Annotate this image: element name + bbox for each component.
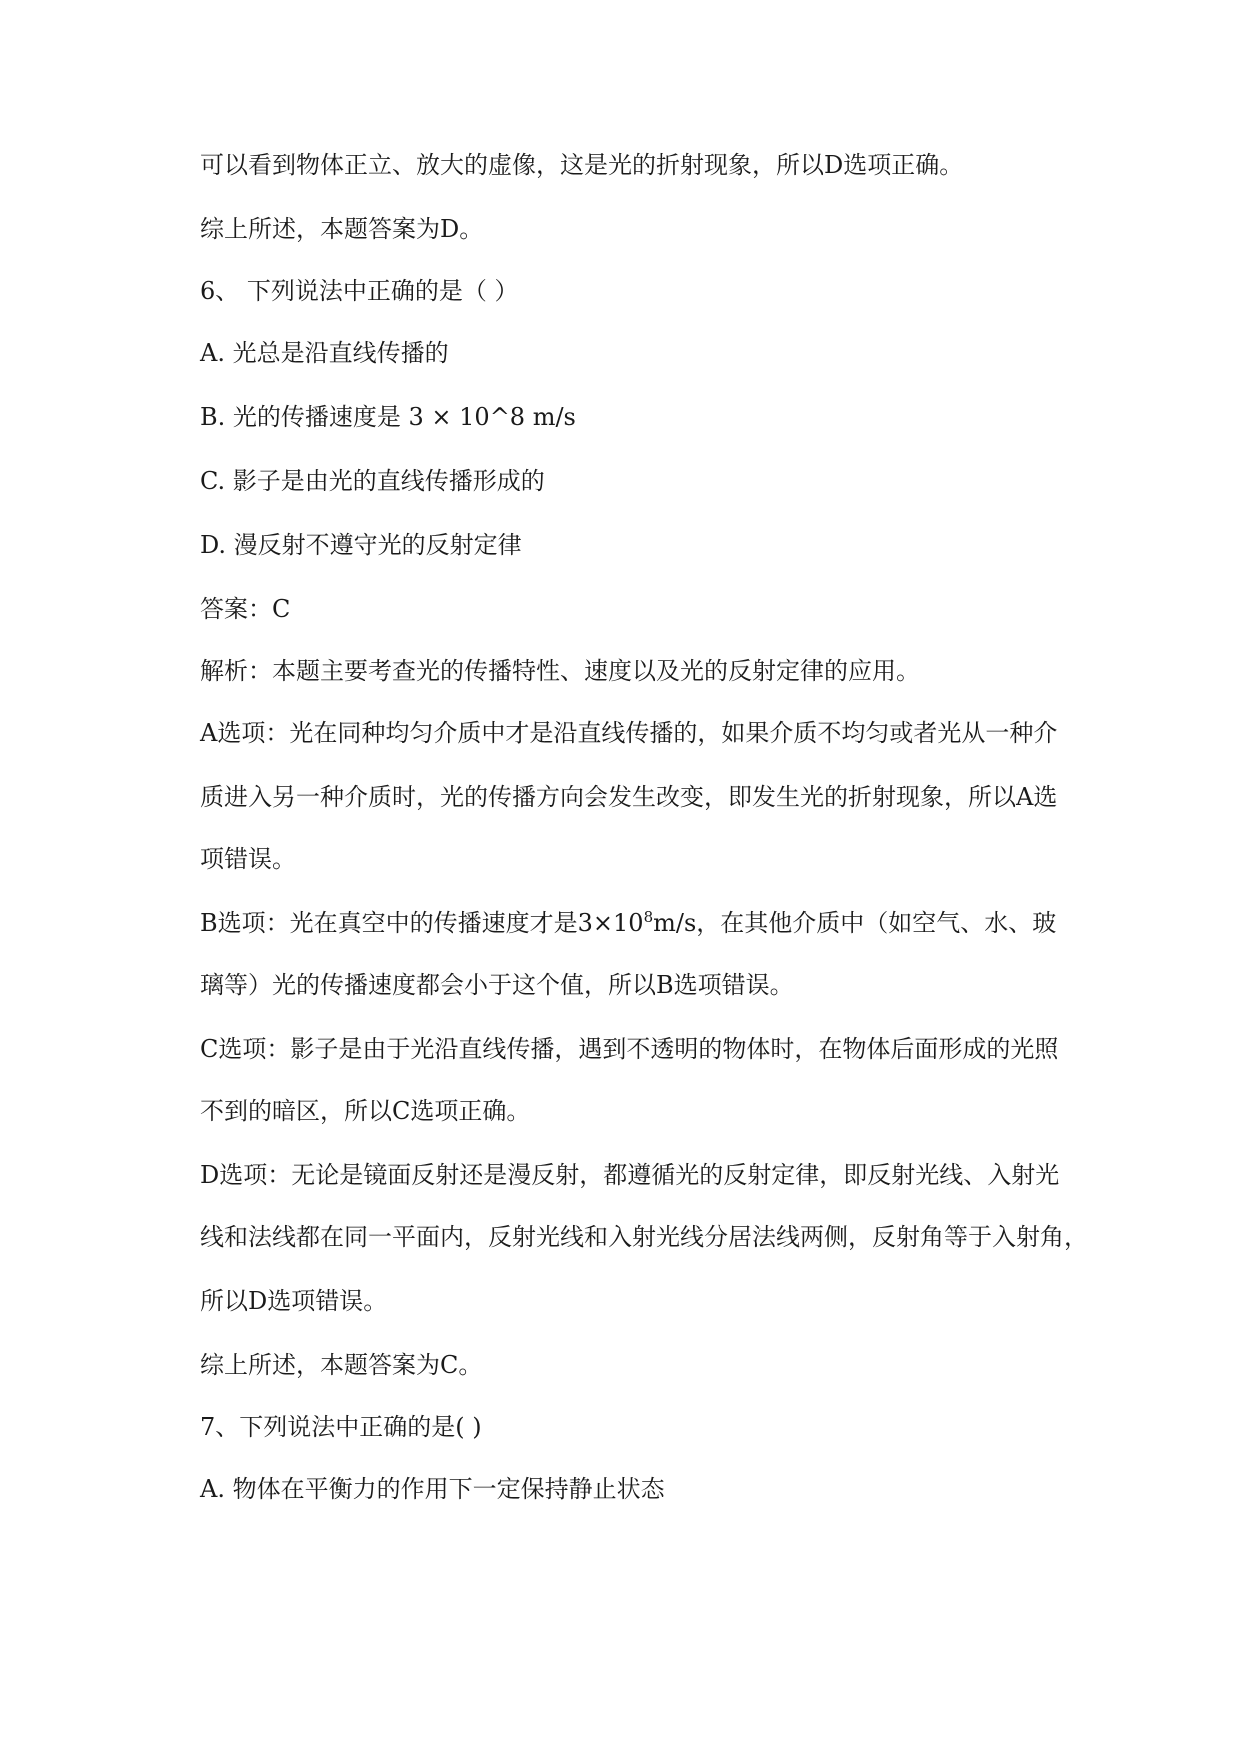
question-7-option-a: A. 物体在平衡力的作用下一定保持静止状态: [200, 1475, 665, 1503]
question-6-option-d: D. 漫反射不遵守光的反射定律: [200, 531, 522, 559]
analysis-text-line: 璃等）光的传播速度都会小于这个值，所以B选项错误。: [200, 971, 794, 999]
analysis-text-line: 项错误。: [200, 845, 296, 873]
analysis-text-line: 不到的暗区，所以C选项正确。: [200, 1097, 531, 1125]
analysis-text-line: [200, 908, 1056, 938]
question-6-option-b: B. 光的传播速度是 3 × 10^8 m/s: [200, 403, 576, 431]
analysis-text-line: A选项：光在同种均匀介质中才是沿直线传播的，如果介质不均匀或者光从一种介: [200, 719, 1058, 747]
text-line: 综上所述，本题答案为D。: [200, 215, 484, 243]
question-6-option-a: A. 光总是沿直线传播的: [200, 339, 449, 367]
analysis-text-line: C选项：影子是由于光沿直线传播，遇到不透明的物体时，在物体后面形成的光照: [200, 1035, 1059, 1063]
question-6-stem: 6、 下列说法中正确的是（ ）: [200, 277, 519, 305]
analysis-text-line: 所以D选项错误。: [200, 1287, 388, 1315]
analysis-text-line: 质进入另一种介质时，光的传播方向会发生改变，即发生光的折射现象，所以A选: [200, 783, 1058, 811]
text-line: 可以看到物体正立、放大的虚像，这是光的折射现象，所以D选项正确。: [200, 151, 964, 179]
text-segment: m/s，在其他介质中（如空气、水、玻: [653, 909, 1057, 937]
question-7-stem: 7、下列说法中正确的是( ): [200, 1413, 482, 1441]
analysis-intro: 解析：本题主要考查光的传播特性、速度以及光的反射定律的应用。: [200, 657, 920, 685]
analysis-text-line: D选项：无论是镜面反射还是漫反射，都遵循光的反射定律，即反射光线、入射光: [200, 1161, 1060, 1189]
analysis-text-line: 线和法线都在同一平面内，反射光线和入射光线分居法线两侧，反射角等于入射角，: [200, 1223, 1088, 1251]
question-6-answer: 答案：C: [200, 595, 291, 623]
text-segment: B选项：光在真空中的传播速度才是3×10: [200, 909, 644, 937]
analysis-conclusion: 综上所述，本题答案为C。: [200, 1351, 483, 1379]
question-6-option-c: C. 影子是由光的直线传播形成的: [200, 467, 545, 495]
superscript-exponent: 8: [643, 908, 654, 926]
